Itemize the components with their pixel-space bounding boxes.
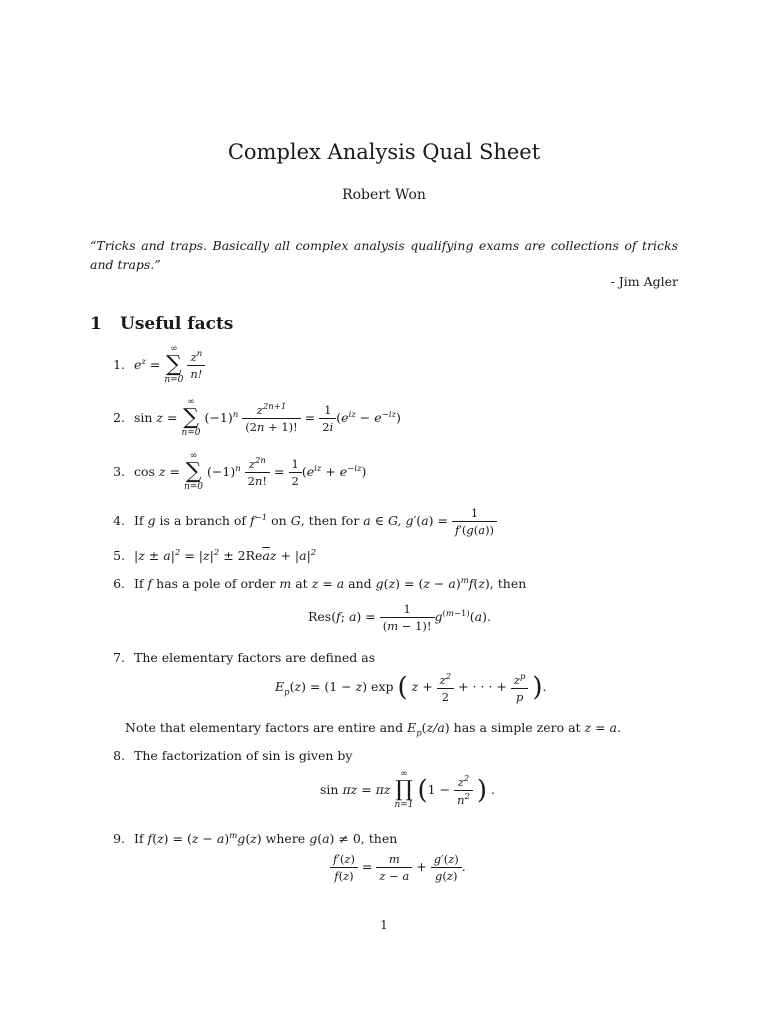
- list-item: 7. The elementary factors are defined as: [113, 650, 376, 665]
- section-heading: [90, 314, 233, 334]
- epigraph-attribution: - Jim Agler: [610, 274, 678, 289]
- epigraph-quote: “Tricks and traps. Basically all complex analysis qualifying exams are collections of tricks and traps.”: [90, 238, 678, 272]
- list-item: 8. The factorization of sin is given by: [113, 748, 353, 763]
- formula-cos: cos z = ∞ ∑ n=0 $(-1)^n$ $\frac{z^{2n}}{2n!}$ = $\frac{1}{2}$ $(e^{iz} + e^{-iz})$: [133, 451, 367, 492]
- section-title: Useful facts: [120, 314, 234, 334]
- page-number: 1: [380, 918, 388, 932]
- document-author: Robert Won: [342, 187, 426, 203]
- formula-residue: Res(f; a) = $\frac{1}{(m - 1)!}$ $g^{(m-1)}(a)$.: [308, 602, 491, 633]
- formula-inverse-derivative: a ∈ G, g′(a) = $\frac{1}{f'(g(a))}$: [363, 513, 497, 528]
- document-title: Complex Analysis Qual Sheet: [227, 140, 541, 164]
- formula-sin: sin z = ∞ ∑ n=0 $(-1)^n$ $\frac{z^{2n+1}}{(2n + 1)!}$ = $\frac{1}{2i}$ $(e^{iz} - e^{-iz})$: [133, 397, 401, 438]
- formula-elementary-factor: $E_p(z) = (1 - z)$ exp ( z + $\frac{z^2}{2}$ + · · · + $\frac{z^p}{p}$ ).: [275, 672, 547, 704]
- list-item: 1. $e^z$ = ∞ ∑ n=0 $\frac{z^n}{n!}$: [106, 345, 205, 385]
- elementary-factor-note: Note that elementary factors are entire and $E_p(z/a)$ has a simple zero at z = a.: [125, 720, 621, 739]
- formula-modulus: $|z \pm a|^2 = |z|^2 \pm 2Re\overline{a}z + |a|^2$: [133, 548, 317, 564]
- list-item: 3. cos z = ∞ ∑ n=0 $(-1)^n$ $\frac{z^{2n}}{2n!}$ = $\frac{1}{2}$ $(e^{iz} + e^{-iz})$: [113, 451, 367, 492]
- list-item: 6. If f has a pole of order m at z = a and $g(z) = (z - a)^mf(z)$, then: [113, 576, 527, 592]
- list-item: 2. sin z = ∞ ∑ n=0 $(-1)^n$ $\frac{z^{2n+1}}{(2n + 1)!}$ = $\frac{1}{2i}$ $(e^{iz} - e^{-iz})$: [113, 397, 401, 438]
- list-item: 9. If $f(z) = (z - a)^mg(z)$ where g(a) ≠ 0, then: [113, 831, 398, 847]
- formula-sine-product: sin πz = πz ∞ ∏ n=1 (1 − $\frac{z^2}{n^2}$ ) .: [320, 769, 496, 810]
- list-item: 4. If g is a branch of $f^{-1}$ on G, then for a ∈ G, g′(a) = $\frac{1}{f'(g(a))}$: [106, 506, 497, 537]
- formula-exp: $e^z$ = ∞ ∑ n=0 $\frac{z^n}{n!}$: [134, 357, 205, 372]
- formula-log-derivative: $\frac{f'(z)}{f(z)}$ = $\frac{m}{z - a}$ + $\frac{g'(z)}{g(z)}$ .: [330, 852, 466, 883]
- section-number: 1: [90, 314, 102, 334]
- list-item: 5. $|z \pm a|^2 = |z|^2 \pm 2Re\overline{a}z + |a|^2$: [113, 548, 317, 564]
